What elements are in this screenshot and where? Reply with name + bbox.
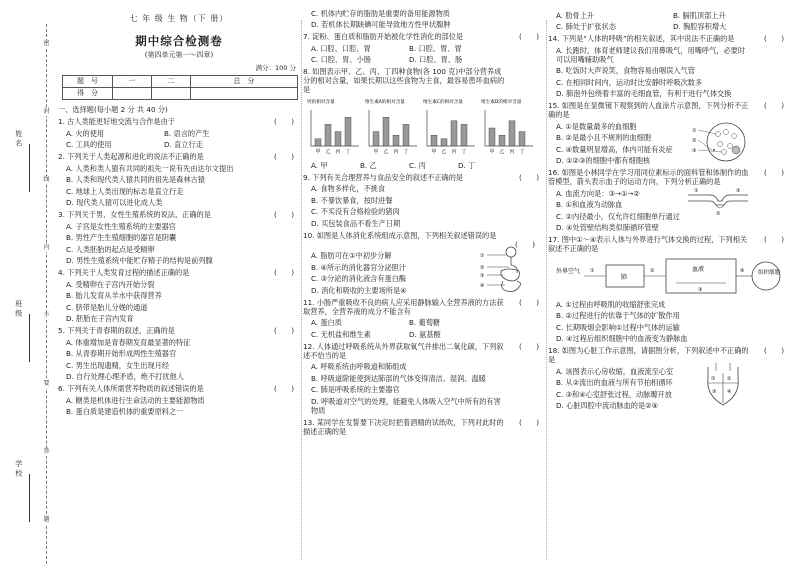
option[interactable]: B. 胎儿发育从羊水中获得营养 <box>66 291 162 301</box>
question-2 <box>58 152 300 207</box>
chart-category-label: 丙 <box>451 149 457 155</box>
question-9 <box>303 173 545 228</box>
answer-paren[interactable]: ( ) <box>515 239 535 249</box>
blood-vessel-model-figure <box>686 187 750 217</box>
answer-paren[interactable]: ( ) <box>519 417 539 427</box>
class-field[interactable] <box>14 300 36 316</box>
exam-title: 期中综合检测卷 <box>135 34 223 48</box>
chart-bar <box>315 139 321 146</box>
option[interactable]: C. ③分泌的消化液含有蛋白酶 <box>311 274 407 283</box>
option[interactable]: B. ②过程进行的依靠于气体的扩散作用 <box>556 311 680 320</box>
question-stem: 3. 下列关于男、女性生殖系统的说法，正确的是 <box>58 210 211 220</box>
option[interactable]: B. 葡萄糖 <box>409 318 441 327</box>
diagram-label-cells: 组织细胞 <box>758 270 781 276</box>
chart-category-label: 丁 <box>519 149 525 155</box>
option[interactable]: C. 口腔、胃、小肠 <box>311 55 371 64</box>
figure-label-4: ④ <box>727 388 732 395</box>
question-stem: 7. 淀粉、蛋白质和脂肪开始被化学性消化的部位是 <box>303 32 464 41</box>
chart-bar <box>373 132 379 146</box>
option[interactable]: C. 长期吸烟会影响①过程中气体的运输 <box>556 322 680 332</box>
chart-category-label: 丙 <box>393 149 399 155</box>
chart-bar <box>499 135 505 146</box>
column-divider <box>546 20 547 560</box>
option[interactable]: B. 从青春期开始形成两性生殖器官 <box>66 349 177 359</box>
binding-margin <box>0 0 56 583</box>
chart-bar <box>519 132 525 146</box>
option[interactable]: C. 不买没有合格检验的猪肉 <box>311 207 400 216</box>
column-1 <box>58 6 300 416</box>
figure-label-1: ① <box>694 187 699 194</box>
question-5 <box>58 326 300 381</box>
option[interactable]: D. 消化和吸收的主要场所是④ <box>311 285 407 295</box>
chart-category-label: 甲 <box>489 149 495 155</box>
column-3 <box>548 6 790 410</box>
option[interactable]: C. 无机盐和维生素 <box>311 329 371 339</box>
name-field[interactable] <box>14 130 36 146</box>
option[interactable]: D. 口腔、胃、肠 <box>409 55 463 64</box>
grade-line: 七 年 级 生 物（下 册） <box>129 14 229 23</box>
question-10 <box>303 231 545 295</box>
option[interactable]: D. ④处管壁结构类似肺循环管壁 <box>556 223 659 232</box>
chart-category-label: 丁 <box>403 149 409 155</box>
answer-paren[interactable]: ( ) <box>764 235 784 244</box>
option[interactable]: B. 不暴饮暴食，按时进餐 <box>311 195 393 205</box>
answer-paren[interactable]: ( ) <box>274 384 294 394</box>
score-header: 一 <box>113 76 152 88</box>
seal-word: 要 <box>41 380 52 388</box>
chart-ylabel: 维生素C的相对含量 <box>423 100 463 105</box>
chart-bar <box>403 124 409 146</box>
option[interactable]: A. 受精卵在子宫内开始分裂 <box>66 279 155 289</box>
question-6 <box>58 384 300 416</box>
chart-bar <box>345 117 351 146</box>
option[interactable]: B. 膈肌顶部上升 <box>673 10 726 20</box>
question-14 <box>548 34 790 98</box>
figure-label-3: ③ <box>736 187 741 194</box>
answer-paren[interactable]: ( ) <box>519 341 539 351</box>
option[interactable]: B. 口腔、胃、胃 <box>409 43 462 53</box>
answer-paren[interactable]: ( ) <box>274 117 294 127</box>
chart-bar <box>383 117 389 146</box>
question-stem: 12. 人体通过呼吸系统从外界获取氧气并排出二氧化碳，下列叙述不恰当的是 <box>303 341 504 360</box>
answer-paren[interactable]: ( ) <box>519 297 539 307</box>
question-11 <box>303 298 545 339</box>
option[interactable]: A. 糖类是机体进行生命活动的主要能源物质 <box>66 395 205 405</box>
question-7 <box>303 32 545 64</box>
option[interactable]: D. 胚胎在子宫内发育 <box>66 314 134 324</box>
option[interactable]: A. 体重增加是青春期发育最显著的特征 <box>66 337 191 347</box>
question-15 <box>548 101 790 165</box>
chart-category-label: 甲 <box>431 149 437 155</box>
option[interactable]: C. ②内径最小，仅允许红细胞单行通过 <box>556 211 680 221</box>
seal-word: 密 <box>41 40 52 48</box>
figure-label-3: ③ <box>480 273 485 279</box>
question-18 <box>548 346 790 410</box>
option[interactable]: D. 自行处理心理矛盾，绝不打扰他人 <box>66 372 184 382</box>
figure-label-3: ③ <box>692 147 697 154</box>
score-header: 题 号 <box>63 76 113 88</box>
gas-exchange-diagram <box>548 255 784 297</box>
option[interactable]: D. 现代类人猿可以进化成人类 <box>66 198 163 208</box>
question-17 <box>548 235 790 343</box>
option[interactable]: A. 长跑时，体育老师建议我们用鼻吸气，用嘴呼气，必要时可以用嘴辅助吸气 <box>556 45 746 64</box>
exam-subtitle: (第四单元第一～四章) <box>144 51 214 60</box>
chart-bar <box>509 121 515 146</box>
question-stem: 8. 如图表示甲、乙、丙、丁四种食物(各 100 克)中部分营养成分的相对含量，如果长期以这些食物为主食，最容易患坏血病的是 <box>303 67 505 94</box>
answer-paren[interactable]: ( ) <box>764 168 784 177</box>
blood-smear-figure <box>692 120 748 164</box>
chart-category-label: 丁 <box>461 149 467 155</box>
option[interactable]: C. 机体内贮存的脂肪是重要的备用能源物质 <box>311 8 450 18</box>
question-stem: 11. 小肠严重吸收不良的病人应采用静脉输入全营养液的方法获取营养，全营养液的成分不能含有 <box>303 297 504 316</box>
chart-category-label: 乙 <box>499 149 505 155</box>
score-header: 二 <box>151 76 190 88</box>
diagram-step-1: ① <box>590 268 595 274</box>
option[interactable]: C. 丙 <box>409 160 426 170</box>
question-13 <box>303 418 545 436</box>
chart-category-label: 甲 <box>315 149 321 155</box>
option[interactable]: C. 地球上人类出现的标志是直立行走 <box>66 186 184 196</box>
option[interactable]: B. 男性产生生殖细胞的器官是阴囊 <box>66 233 177 243</box>
option[interactable]: A. 子宫是女性生殖系统的主要器官 <box>66 221 176 231</box>
question-1 <box>58 117 300 149</box>
chart-bar <box>451 121 457 146</box>
option[interactable]: A. 呼吸系统由呼吸道和肺组成 <box>311 362 407 371</box>
option[interactable]: D. ④过程后组织细胞中的血液变为静脉血 <box>556 334 688 343</box>
option[interactable]: A. 血流方向是：③→①→② <box>556 188 640 198</box>
seal-line <box>46 24 47 564</box>
question-stem: 5. 下列关于青春期的叙述，正确的是 <box>58 326 175 336</box>
option[interactable]: C. 工具的使用 <box>66 140 112 150</box>
option[interactable]: B. 乙 <box>360 160 377 170</box>
chart-category-label: 甲 <box>373 149 379 155</box>
chart-bar <box>325 124 331 146</box>
option[interactable]: A. 食物多样化，不挑食 <box>311 184 386 193</box>
chart-ylabel: 钙的相对含量 <box>307 100 335 105</box>
option[interactable]: C. 男生出现遗精，女生出现月经 <box>66 360 170 370</box>
question-stem: 9. 下列有关合理营养与食品安全的叙述不正确的是 <box>303 172 464 182</box>
question-stem: 18. 如图为心脏工作示意图，请据图分析，下列叙述中不正确的是 <box>548 346 749 364</box>
chart-category-label: 丁 <box>345 149 351 155</box>
question-stem: 13. 某同学在发誓要下决定时把着酒精的试纸吹，下列对此时的描述正确的是 <box>303 417 504 436</box>
answer-paren[interactable]: ( ) <box>764 101 784 110</box>
seal-word: 内 <box>41 244 52 252</box>
chart-bar <box>431 135 437 146</box>
school-line <box>29 474 30 522</box>
question-stem: 4. 下列关于人类发育过程的描述正确的是 <box>58 268 190 278</box>
class-label: 班 级 <box>14 300 23 317</box>
digestive-system-figure <box>479 245 537 297</box>
diagram-label-lung: 肺 <box>621 274 628 281</box>
option[interactable]: A. 肋骨上升 <box>556 10 595 20</box>
option[interactable]: C. 在相同时间内，运动时比安静时呼吸次数多 <box>556 77 703 87</box>
option[interactable]: D. 胸腔容积增大 <box>673 22 727 31</box>
figure-label-4: ④ <box>480 283 485 289</box>
option[interactable]: B. 吃饭时大声说笑，食物容易由咽误入气管 <box>556 66 695 75</box>
option[interactable]: C. ③和④心室舒张过程，动脉瓣开放 <box>556 389 672 399</box>
option[interactable]: B. ④所示的消化器官分泌胆汁 <box>311 262 407 272</box>
option[interactable]: D. 买包装食品不看生产日期 <box>311 218 401 228</box>
answer-paren[interactable]: ( ) <box>274 152 294 162</box>
answer-paren[interactable]: ( ) <box>764 34 784 43</box>
option[interactable]: B. ①和血液为动脉血 <box>556 200 623 209</box>
chart-bar <box>335 132 341 146</box>
chart-bar <box>441 139 447 146</box>
chart-category-label: 乙 <box>325 149 331 155</box>
diagram-label-air: 外界空气 <box>556 268 581 275</box>
figure-label-2: ② <box>480 265 485 271</box>
option[interactable]: D. ①②③的细胞中都有细胞核 <box>556 156 651 165</box>
question-stem: 10. 如图是人体消化系统组成示意图，下列相关叙述错误的是 <box>303 230 497 240</box>
score-cell[interactable] <box>113 88 152 100</box>
option[interactable]: C. 肺处于扩张状态 <box>556 22 616 31</box>
option[interactable]: D. 直立行走 <box>164 140 203 150</box>
nutrient-bar-charts <box>303 96 539 158</box>
question-stem: 6. 下列有关人体所需营养物质的叙述错误的是 <box>58 384 204 394</box>
option[interactable]: A. 火的使用 <box>66 128 105 138</box>
option[interactable]: C. ④数量明显增高，体内可能有炎症 <box>556 144 673 154</box>
seal-word: 不 <box>41 312 52 320</box>
chart-bar <box>393 135 399 146</box>
option[interactable]: B. 人类和现代类人猿共同的祖先是森林古猿 <box>66 175 205 185</box>
option[interactable]: D. 男性生殖系统中能贮存精子的结构是前列腺 <box>66 256 213 266</box>
chart-ylabel: 维生素D的相对含量 <box>481 100 522 105</box>
chart-bar <box>489 128 495 146</box>
column-divider <box>301 20 302 560</box>
column-2 <box>303 6 545 436</box>
question-4 <box>58 268 300 323</box>
option[interactable]: A. ①过程由呼吸肌的收缩舒张完成 <box>556 299 666 309</box>
option[interactable]: A. 人类和类人猿有共同的祖先一说有先由达尔文提出 <box>66 163 234 173</box>
chart-ylabel: 维生素A的相对含量 <box>365 100 405 105</box>
option[interactable]: C. 人类胚胎的起点是受精卵 <box>66 244 155 254</box>
chart-category-label: 丙 <box>335 149 341 155</box>
answer-paren[interactable]: ( ) <box>764 346 784 355</box>
option[interactable]: C. 肺是呼吸系统的主要器官 <box>311 385 400 394</box>
option[interactable]: D. 丁 <box>458 160 476 170</box>
diagram-label-blood: 血液 <box>692 266 705 273</box>
option[interactable]: A. 该图表示心房收缩，血液流至心室 <box>556 366 674 376</box>
question-12 <box>303 342 545 415</box>
school-label: 学 校 <box>14 460 23 477</box>
diagram-step-2: ② <box>650 268 655 274</box>
score-cell[interactable] <box>190 88 297 100</box>
name-line <box>29 144 30 192</box>
seal-word: 线 <box>41 176 52 184</box>
chart-category-label: 丙 <box>509 149 515 155</box>
option[interactable]: D. 心脏四腔中流动脉血的是②④ <box>556 401 659 410</box>
figure-label-3: ③ <box>712 388 717 395</box>
figure-label-1: ① <box>692 127 697 134</box>
answer-paren[interactable]: ( ) <box>519 172 539 182</box>
score-row-label: 得 分 <box>63 88 113 100</box>
diagram-step-3: ③ <box>698 287 703 293</box>
seal-word: 答 <box>41 448 52 456</box>
answer-paren[interactable]: ( ) <box>274 326 294 336</box>
question-16 <box>548 168 790 232</box>
option[interactable]: A. 口腔、口腔、胃 <box>311 43 371 53</box>
figure-label-1: ① <box>480 253 485 259</box>
score-cell[interactable] <box>151 88 190 100</box>
option[interactable]: D. 呼吸道对空气的处理，能避免人体吸入空气中所有的有害物质 <box>311 396 501 415</box>
option[interactable]: B. 蛋白质是建造机体的重要原料之一 <box>66 407 184 417</box>
heart-figure <box>698 359 748 411</box>
question-stem: 2. 下列关于人类起源和进化的说法不正确的是 <box>58 152 204 162</box>
option[interactable]: C. 脐带是胎儿分娩的通道 <box>66 302 148 312</box>
chart-category-label: 乙 <box>441 149 447 155</box>
option[interactable]: A. ①是数量最多的血细胞 <box>556 121 637 131</box>
answer-paren[interactable]: ( ) <box>274 210 294 220</box>
answer-paren[interactable]: ( ) <box>274 268 294 278</box>
question-stem: 15. 如图是在显微镜下观察到的人血涂片示意图，下列分析不正确的是 <box>548 101 749 119</box>
seal-word: 题 <box>41 516 52 524</box>
option[interactable]: B. 语言的产生 <box>164 128 210 138</box>
question-3 <box>58 210 300 265</box>
answer-paren[interactable]: ( ) <box>519 32 539 41</box>
figure-label-2: ② <box>692 137 697 144</box>
option[interactable]: B. 呼吸道除能使到达肺部的气体变得清洁、湿润、温暖 <box>311 373 486 383</box>
option[interactable]: B. 从②流出的血液与所有节拍相循环 <box>556 378 673 387</box>
question-stem: 14. 下列是“人体的呼吸”的相关叙述，其中说法不正确的是 <box>548 34 735 43</box>
option[interactable]: D. 氨基酸 <box>409 329 441 339</box>
figure-label-2: ② <box>716 210 721 217</box>
score-table <box>62 75 298 100</box>
question-stem: 16. 如图是小林同学在学习用同位素标示的面料管和体制作的血管模型，箭头表示血子的运动方向，下列分析正确的是 <box>548 168 749 186</box>
diagram-step-4: ④ <box>740 268 745 274</box>
option[interactable]: A. 脂肪可在①中初步分解 <box>311 251 392 260</box>
option[interactable]: A. 蛋白质 <box>311 318 342 327</box>
name-label: 姓 名 <box>14 130 23 147</box>
school-field[interactable] <box>14 460 36 476</box>
question-stem: 17. 图中①～④表示人体与外界进行气体交换的过程，下列相关叙述不正确的是 <box>548 235 748 253</box>
option[interactable]: D. 肺泡外包绕着丰富的毛细血管，有利于进行气体交换 <box>556 89 732 98</box>
figure-label-2: ② <box>727 375 732 382</box>
question-stem: 1. 古人类能更好地交流与合作是由于 <box>58 117 175 127</box>
option[interactable]: A. 甲 <box>311 160 328 170</box>
score-header: 总 分 <box>190 76 297 88</box>
section-heading: 一、选择题(每小题 2 分 共 40 分) <box>58 105 168 115</box>
option[interactable]: B. ②是最小且不规则的血细胞 <box>556 133 652 142</box>
question-8 <box>303 67 545 170</box>
figure-label-1: ① <box>711 375 716 382</box>
seal-word: 封 <box>41 108 52 116</box>
full-score: 满分：100 分 <box>255 64 296 73</box>
chart-bar <box>461 124 467 146</box>
option[interactable]: D. 若机体长期缺碘可能导致地方性甲状腺肿 <box>311 20 451 29</box>
class-line <box>29 314 30 362</box>
chart-category-label: 乙 <box>383 149 389 155</box>
